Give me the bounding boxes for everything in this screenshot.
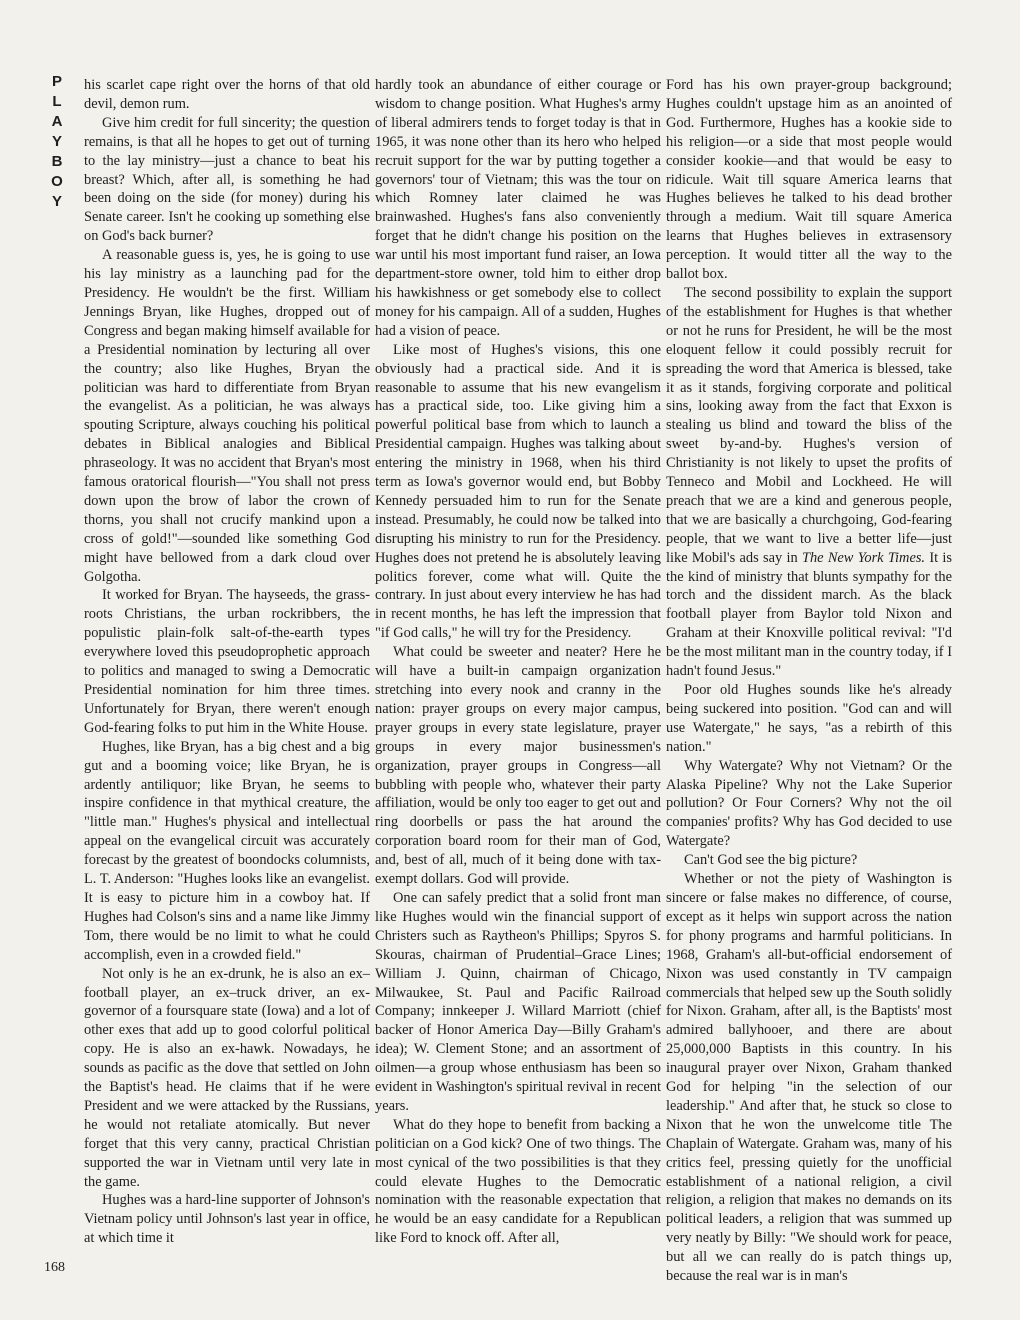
- paragraph: Give him credit for full sincerity; the question remains, is that all he hopes to get out of turning to the lay ministry—just a chance to beat his breast? Which, after all, is something he had been doing on the side (for money) during his Senate career. Isn't he cooking up something else on God's back burner?: [84, 114, 370, 245]
- magazine-letter: A: [51, 113, 63, 130]
- paragraph: Ford has his own prayer-group background; Hughes couldn't upstage him as an anointed of God. Furthermore, Hughes has a kookie side to his religion—or a side that most people would consider kookie—and that would be easy to ridicule. Wait till square America learns that Hughes believes he talked to his dead brother through a medium. Wait till square America learns that Hughes believes in extrasensory perception. It would titter all the way to the ballot box.: [666, 77, 952, 283]
- paragraph: A reasonable guess is, yes, he is going to use his lay ministry as a launching pad for the Presidency. He wouldn't be the first. William Jennings Bryan, like Hughes, dropped out of Congress and began making himself available for a Presidential nomination by lecturing all over the country; also like Hughes, Bryan the politician was hard to differentiate from Bryan the evangelist. As a politician, he was always spouting Scripture, always couching his political debates in Biblical analogies and Biblical phraseology. It was no accident that Bryan's most famous oratorical flourish—"You shall not press down upon the brow of labor the crown of thorns, you shall not crucify mankind upon a cross of gold!"—sounded like something God might have bellowed from a dark cloud over Golgotha.: [84, 247, 370, 585]
- paragraph: Hughes, like Bryan, has a big chest and a big gut and a booming voice; like Bryan, he is ardently antiliquor; like Bryan, he seems to inspire confidence in that mythical creature, the "little man." Hughes's physical and intellectual appeal on the evangelical circuit was accurately forecast by the greatest of boondocks columnists, L. T. Anderson: "Hughes looks like an evangelist. It is easy to picture him in a cowboy hat. If Hughes had Colson's sins and a name like Jimmy Tom, there would be no limit to what he could accomplish, even in a crowded field.": [84, 738, 370, 963]
- text-column-1: [84, 76, 370, 1248]
- paragraph-text: It is the kind of ministry that blunts sympathy for the torch and the dissident march. As the black football player from Baylor told Nixon and Graham at their Knoxville political revival: "I'd be the most militant man in the country today, if I hadn't found Jesus.": [666, 549, 953, 680]
- magazine-letter: O: [51, 173, 63, 190]
- paragraph: Like most of Hughes's visions, this one obviously had a practical side. And it is reasonable to assume that his new evangelism has a practical side, too. Like giving him a powerful political base from which to launch a Presidential campaign. Hughes was talking about entering the ministry in 1968, when his third term as Iowa's governor would end, but Bobby Kennedy persuaded him to run for the Senate instead. Presumably, he could now be talked into disrupting his ministry to run for the Presidency. Hughes does not pretend he is absolutely leaving politics forever, come what will. Quite the contrary. In just about every interview he has had in recent months, he has left the impression that "if God calls," he will try for the Presidency.: [375, 341, 661, 642]
- magazine-letter: B: [51, 153, 63, 170]
- magazine-letter: Y: [51, 193, 62, 210]
- paragraph: Hughes was a hard-line supporter of Johnson's Vietnam policy until Johnson's last year in office, at which time it: [84, 1192, 370, 1247]
- paragraph: Why Watergate? Why not Vietnam? Or the Alaska Pipeline? Why not the Lake Superior pollution? Or Four Corners? Why not the oil companies' profits? Why has God decided to use Watergate?: [666, 757, 952, 850]
- magazine-letter: Y: [51, 133, 62, 150]
- paragraph: One can safely predict that a solid front man like Hughes would win the financial support of Christers such as Raytheon's Phillips; Spyros S. Skouras, chairman of Prudential–Grace Lines; William J. Quinn, chairman of Chicago, Milwaukee, St. Paul and Pacific Railroad Company; innkeeper J. Willard Marriott (chief backer of Honor America Day—Billy Graham's idea); W. Clement Stone; and an assortment of oilmen—a group whose enthusiasm has been so evident in Washington's spiritual revival in recent years.: [375, 889, 661, 1114]
- paragraph: Whether or not the piety of Washington is sincere or false makes no difference, of course, except as it helps win support across the nation for phony programs and harmful politicians. In 1968, Graham's all-but-official endorsement of Nixon was used constantly in TV campaign commercials that helped sew up the South solidly for Nixon. Graham, after all, is the Baptists' most admired ballyhooer, and there are about 25,000,000 Baptists in this country. In his inaugural prayer over Nixon, Graham thanked God for helping "in the selection of our leadership." And after that, he stuck so close to Nixon that he won the unwelcome title The Chaplain of Watergate. Graham was, many of his critics feel, pressing quietly for the unofficial establishment of a national religion, a civil religion, a religion that makes no demands on its political leaders, a religion that was summed up very neatly by Billy: "We should work for peace, but all we can really do is patch things up, because the real war is in man's: [666, 871, 952, 1285]
- paragraph: [666, 284, 952, 681]
- magazine-name-vertical: [46, 72, 68, 212]
- magazine-letter: P: [51, 73, 62, 90]
- paragraph: What do they hope to benefit from backing a politician on a God kick? One of two things. The most cynical of the two possibilities is that they could elevate Hughes to the Democratic nomination with the reasonable expectation that he would be an easy candidate for a Republican like Ford to knock off. After all,: [375, 1116, 661, 1247]
- paragraph: Can't God see the big picture?: [684, 852, 858, 869]
- paragraph-text: The second possibility to explain the support of the establishment for Hughes is that whether or not he runs for President, he will be the most eloquent fellow it could possibly recruit for spreading the word that America is blessed, take it as it stands, forgiving corporate and political sins, looking away from the fact that Exxon is stealing us blind and toward the bliss of the sweet by-and-by. Hughes's version of Christianity is not likely to upset the profits of Tenneco and Mobil and Lockheed. He will preach that we are a kind and generous people, that we are basically a churchgoing, God-fearing people, that we want to live a better life—just like Mobil's ads say in: [666, 284, 952, 566]
- paragraph: It worked for Bryan. The hayseeds, the grass-roots Christians, the urban rockribbers, the populistic plain-folk salt-of-the-earth types everywhere loved this pseudoprophetic approach to politics and managed to swing a Democratic Presidential nomination for him three times. Unfortunately for Bryan, there weren't enough God-fearing folks to put him in the White House.: [84, 587, 370, 736]
- magazine-letter: L: [52, 93, 62, 110]
- text-column-2: [375, 76, 661, 1248]
- paragraph: hardly took an abundance of either courage or wisdom to change position. What Hughes's army of liberal admirers tends to forget today is that in 1965, it was none other than its hero who helped recruit support for the war by putting together a governors' tour of Vietnam; this was the tour on which Romney later claimed he was brainwashed. Hughes's fans also conveniently forget that he didn't change his position on the war until his most important fund raiser, an Iowa department-store owner, told him to either drop his hawkishness or get somebody else to collect money for his campaign. All of a sudden, Hughes had a vision of peace.: [375, 77, 661, 339]
- paragraph: Poor old Hughes sounds like he's already being suckered into position. "God can and will use Watergate," he says, "as a rebirth of this nation.": [666, 682, 952, 755]
- paragraph: What could be sweeter and neater? Here he will have a built-in campaign organization stretching into every nook and cranny in the nation: prayer groups on every major campus, prayer groups in every state legislature, prayer groups in every major businessmen's organization, prayer groups in Congress—all bubbling with people who, whatever their party affiliation, would be only too eager to get out and ring doorbells or pass the hat around the corporation board room for their man of God, and, best of all, much of it being done with tax-exempt dollars. God will provide.: [375, 644, 661, 888]
- text-column-3: [666, 76, 952, 1286]
- paragraph: Not only is he an ex-drunk, he is also an ex–football player, an ex–truck driver, an ex-governor of a foursquare state (Iowa) and a lot of other exes that add up to good colorful political copy. He is also an ex-hawk. Nowadays, he sounds as pacific as the dove that settled on John the Baptist's head. He claims that if he were President and we were attacked by the Russians, he would not retaliate atomically. But never forget that this very canny, practical Christian supported the war in Vietnam until very late in the game.: [84, 965, 370, 1190]
- paragraph: his scarlet cape right over the horns of that old devil, demon rum.: [84, 77, 370, 112]
- page-number: 168: [44, 1260, 65, 1275]
- publication-title: The New York Times.: [801, 549, 926, 566]
